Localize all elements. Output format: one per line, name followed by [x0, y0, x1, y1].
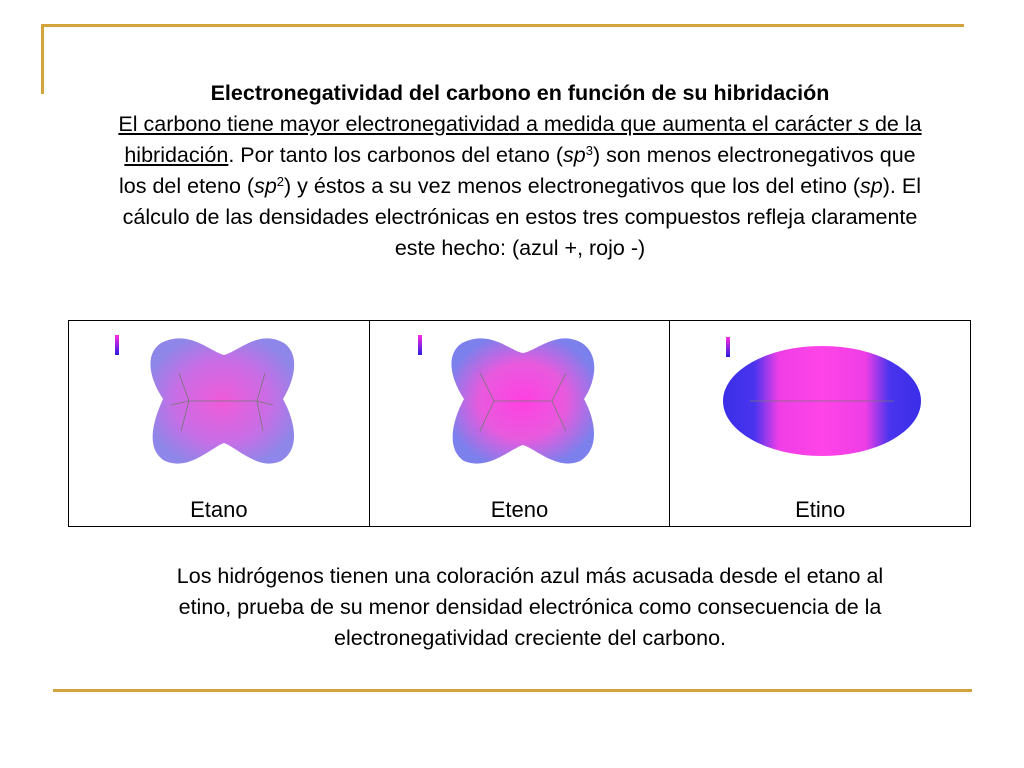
slide-title: Electronegatividad del carbono en función de su hibridación	[210, 81, 830, 105]
color-scale-icon	[115, 335, 119, 355]
hybrid-sp-label: sp	[860, 174, 883, 198]
panel-label-etano: Etano	[190, 497, 248, 522]
hybrid-sp3-superscript: 3	[585, 143, 593, 158]
panel-etino	[670, 321, 970, 526]
body-part-2: ) son menos electronegativos que los del eteno (	[119, 143, 916, 198]
statement-part-1: El carbono tiene mayor electronegatividad a medida que aumenta el carácter	[118, 112, 859, 136]
eteno-density-map	[370, 321, 670, 496]
body-part-3: ) y éstos a su vez menos electronegativos que los del etino (	[284, 174, 861, 198]
panel-eteno	[370, 321, 671, 526]
panel-etano	[69, 321, 370, 526]
panel-label-etino: Etino	[795, 497, 846, 522]
statement-s-orbital: s	[858, 112, 869, 136]
decorative-left-line	[41, 24, 44, 94]
hybrid-sp2-label: sp	[254, 174, 277, 198]
body-part-1: . Por tanto los carbonos del etano (	[228, 143, 563, 167]
body-part-4: ). El cálculo de las densidades electrónicas en estos tres compuestos refleja claramente este hecho: (azul +, rojo -)	[122, 174, 921, 260]
decorative-bottom-line	[53, 689, 972, 692]
intro-text	[110, 78, 930, 264]
hybrid-sp2-superscript: 2	[276, 174, 285, 189]
density-panels	[68, 320, 971, 527]
hybrid-sp3-label: sp	[562, 143, 586, 167]
etano-density-map	[69, 321, 369, 496]
decorative-top-line	[41, 24, 964, 27]
color-scale-icon	[418, 335, 422, 355]
color-scale-icon	[726, 337, 730, 357]
closing-text: Los hidrógenos tienen una coloración azul más acusada desde el etano al etino, prueba de su menor densidad electrónica como consecuencia de la electronegatividad creciente del carbono.	[176, 564, 884, 650]
etino-density-map	[670, 321, 970, 496]
panel-label-eteno: Eteno	[490, 497, 549, 522]
statement-part-2: de la hibridación	[124, 112, 922, 167]
